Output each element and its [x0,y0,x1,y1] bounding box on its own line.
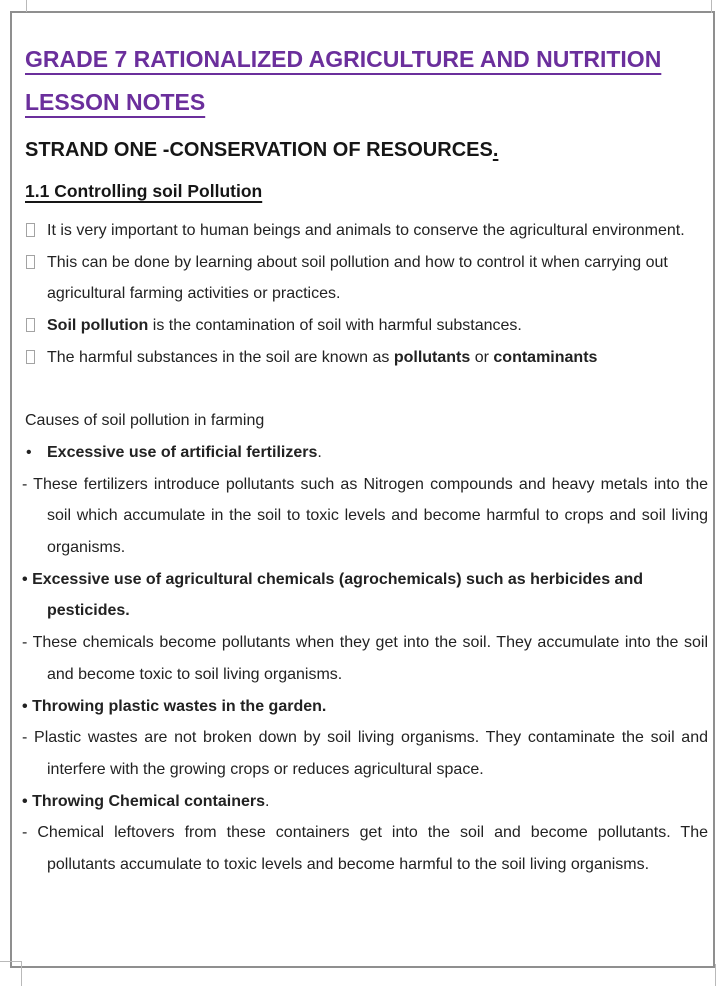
cause-tail-text: . [265,792,270,810]
cause-item [22,691,708,723]
cause-tail-text: . [317,443,322,461]
cause-bold-text: Excessive use of agricultural chemicals (agrochemicals) such as herbicides and pesticides. [32,570,643,620]
list-item-bold-text: pollutants [393,348,471,366]
list-item-text: This can be done by learning about soil pollution and how to control it when carrying out agricultural farming activities or practices. [47,253,668,303]
cause-detail-text: These chemicals become pollutants when they get into the soil. They accumulate into the soil and become toxic to soil living organisms. [32,634,709,683]
cause-detail [22,469,708,564]
document-body [22,215,709,881]
list-item [25,215,708,247]
dot-bullet-marker: • [22,792,28,810]
bullet-marker [22,215,47,247]
strand-heading [25,138,708,162]
dot-bullet-marker: • [22,697,28,715]
dash-marker: - [22,824,28,842]
bullet-marker [22,342,47,374]
missing-glyph-bullet-icon [26,350,35,364]
strand-heading-period: . [492,139,499,161]
cause-item [25,437,708,469]
list-item [25,342,708,374]
missing-glyph-bullet-icon [26,223,35,237]
document-content [22,36,709,881]
bullet-marker [22,247,47,279]
bullet-marker [22,310,47,342]
section-heading: 1.1 Controlling soil Pollution [25,181,263,201]
list-item [25,247,708,310]
crop-mark-bottom-right [715,964,716,986]
crop-mark-top-right [711,0,712,13]
cause-bold-text: Throwing Chemical containers [32,792,265,810]
list-item-text: is the contamination of soil with harmful substances. [148,317,522,335]
list-item-text: The harmful substances in the soil are known as [47,348,394,366]
cause-detail [22,817,708,880]
dash-marker: - [22,475,28,493]
dot-bullet-marker: • [22,570,28,588]
cause-detail-text: Plastic wastes are not broken down by soil living organisms. They contaminate the soil and interfere with the growing crops or reduces agricultural space. [34,729,708,778]
cause-bold-text: Excessive use of artificial fertilizers [47,443,318,461]
document-title-line-2: LESSON NOTES [25,89,206,115]
dash-marker: - [22,634,28,652]
dash-marker: - [22,729,28,747]
strand-heading-text: STRAND ONE -CONSERVATION OF RESOURCES [25,139,493,161]
list-item-text: It is very important to human beings and animals to conserve the agricultural environment. [47,222,685,239]
document-title-line-1: GRADE 7 RATIONALIZED AGRICULTURE AND NUTRITION [25,46,662,72]
list-item-text: or [470,348,494,366]
dot-bullet-marker: • [26,443,32,461]
cause-detail-text: These fertilizers introduce pollutants such as Nitrogen compounds and heavy metals into the soil which accumulate in the soil to toxic levels and become harmful to crops and soil living organisms. [33,475,708,557]
list-item [25,310,708,342]
cause-detail [22,627,709,690]
blank-line [25,374,708,406]
causes-heading: Causes of soil pollution in farming [25,412,265,430]
crop-mark-bottom-left-horizontal [0,961,22,962]
cause-detail-text: Chemical leftovers from these containers get into the soil and become pollutants. The pollutants accumulate to toxic levels and become harmful to the soil living organisms. [37,824,708,874]
document-title [25,48,708,114]
cause-item [22,564,708,627]
cause-item [22,786,708,818]
cause-detail [22,722,708,785]
list-item-bold-text: contaminants [493,348,598,366]
list-item-bold-text: Soil pollution [47,317,149,335]
cause-bold-text: Throwing plastic wastes in the garden. [32,697,327,715]
crop-mark-bottom-left-vertical [21,961,22,986]
missing-glyph-bullet-icon [26,255,35,269]
crop-mark-top-left [26,0,27,12]
missing-glyph-bullet-icon [26,318,35,332]
